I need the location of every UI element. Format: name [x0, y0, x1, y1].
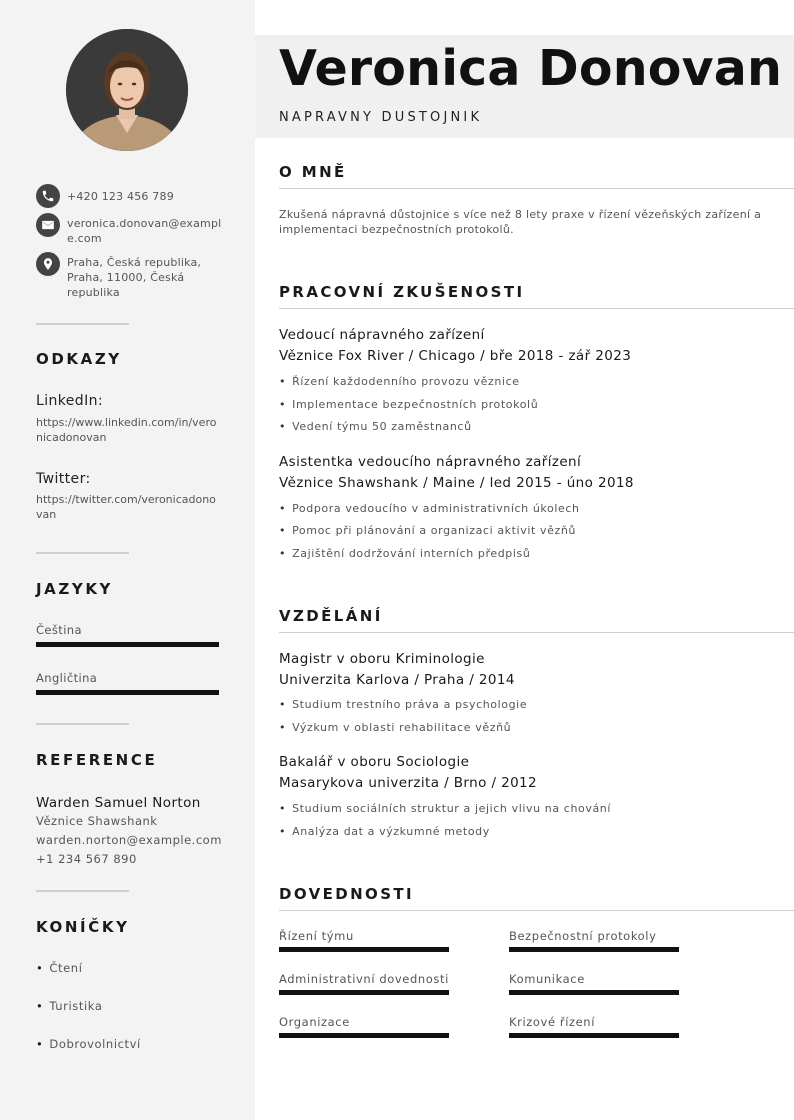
skills-heading: DOVEDNOSTI: [279, 885, 415, 903]
hobbies-heading: KONÍČKY: [36, 918, 130, 936]
skill-name: Organizace: [279, 1015, 350, 1029]
education-heading: VZDĚLÁNÍ: [279, 607, 383, 625]
education-bullet: • Studium sociálních struktur a jejich vlivu na chování: [279, 802, 612, 815]
reference-email[interactable]: warden.norton@example.com: [36, 833, 222, 847]
job-bullet: • Pomoc při plánování a organizaci aktivit vězňů: [279, 524, 576, 537]
location-pin-icon: [36, 252, 60, 276]
education-meta-2: Masarykova univerzita / Brno / 2012: [279, 775, 538, 791]
experience-heading: PRACOVNÍ ZKUŠENOSTI: [279, 283, 525, 301]
address-text: Praha, Česká republika, Praha, 11000, Česká republika: [67, 256, 202, 299]
language-name: Angličtina: [36, 671, 98, 685]
hobby-item: • Čtení: [36, 961, 83, 975]
section-rule: [279, 188, 794, 189]
contact-address: [36, 252, 226, 302]
contact-email[interactable]: [36, 213, 226, 247]
section-rule: [279, 910, 794, 911]
education-bullet: • Studium trestního práva a psychologie: [279, 698, 528, 711]
languages-heading: JAZYKY: [36, 580, 114, 598]
about-heading: O MNĚ: [279, 163, 347, 181]
sidebar: [0, 0, 255, 1120]
skill-level-bar: [509, 990, 679, 995]
job-meta-1: Věznice Fox River / Chicago / bře 2018 - zář 2023: [279, 348, 632, 364]
language-name: Čeština: [36, 623, 82, 637]
sidebar-divider: [36, 723, 129, 725]
sidebar-divider: [36, 552, 129, 554]
job-title-2: Asistentka vedoucího nápravného zařízení: [279, 454, 582, 470]
email-text: veronica.donovan@example.com: [67, 217, 222, 245]
job-meta-2: Věznice Shawshank / Maine / led 2015 - úno 2018: [279, 475, 634, 491]
job-bullet: • Řízení každodenního provozu věznice: [279, 375, 520, 388]
hobby-item: • Dobrovolnictví: [36, 1037, 141, 1051]
skill-level-bar: [279, 947, 449, 952]
phone-text: +420 123 456 789: [67, 190, 174, 203]
skill-name: Řízení týmu: [279, 929, 354, 943]
education-bullet: • Analýza dat a výzkumné metody: [279, 825, 490, 838]
job-title-1: Vedoucí nápravného zařízení: [279, 327, 485, 343]
job-bullet: • Zajištění dodržování interních předpisů: [279, 547, 531, 560]
skill-name: Bezpečnostní protokoly: [509, 929, 657, 943]
about-text: Zkušená nápravná důstojnice s více než 8 lety praxe v řízení vězeňských zařízení a implementaci bezpečnostních protokolů.: [279, 208, 762, 236]
reference-org: Věznice Shawshank: [36, 814, 158, 828]
skill-name: Krizové řízení: [509, 1015, 595, 1029]
education-title-2: Bakalář v oboru Sociologie: [279, 754, 470, 770]
twitter-link[interactable]: https://twitter.com/veronicadonovan: [36, 493, 216, 521]
skill-level-bar: [279, 1033, 449, 1038]
skill-level-bar: [279, 990, 449, 995]
sidebar-divider: [36, 323, 129, 325]
person-name: Veronica Donovan: [279, 40, 783, 97]
job-bullet: • Podpora vedoucího v administrativních úkolech: [279, 502, 580, 515]
job-bullet: • Vedení týmu 50 zaměstnanců: [279, 420, 472, 433]
sidebar-divider: [36, 890, 129, 892]
skill-level-bar: [509, 947, 679, 952]
reference-heading: REFERENCE: [36, 751, 158, 769]
phone-icon: [36, 184, 60, 208]
reference-name: Warden Samuel Norton: [36, 795, 201, 811]
skill-name: Administrativní dovednosti: [279, 972, 449, 986]
language-level-bar: [36, 642, 219, 647]
education-title-1: Magistr v oboru Kriminologie: [279, 651, 485, 667]
twitter-label: Twitter:: [36, 471, 91, 487]
education-meta-1: Univerzita Karlova / Praha / 2014: [279, 672, 515, 688]
job-bullet: • Implementace bezpečnostních protokolů: [279, 398, 539, 411]
reference-phone: +1 234 567 890: [36, 852, 137, 866]
contact-phone[interactable]: [36, 184, 226, 210]
language-level-bar: [36, 690, 219, 695]
education-bullet: • Výzkum v oblasti rehabilitace vězňů: [279, 721, 512, 734]
profile-photo: [66, 29, 188, 151]
linkedin-label: LinkedIn:: [36, 393, 103, 409]
section-rule: [279, 308, 794, 309]
hobby-item: • Turistika: [36, 999, 103, 1013]
skill-level-bar: [509, 1033, 679, 1038]
links-heading: ODKAZY: [36, 350, 122, 368]
job-title: NAPRAVNY DUSTOJNIK: [279, 110, 483, 125]
section-rule: [279, 632, 794, 633]
envelope-icon: [36, 213, 60, 237]
skill-name: Komunikace: [509, 972, 585, 986]
linkedin-link[interactable]: https://www.linkedin.com/in/veronicadonovan: [36, 416, 217, 444]
